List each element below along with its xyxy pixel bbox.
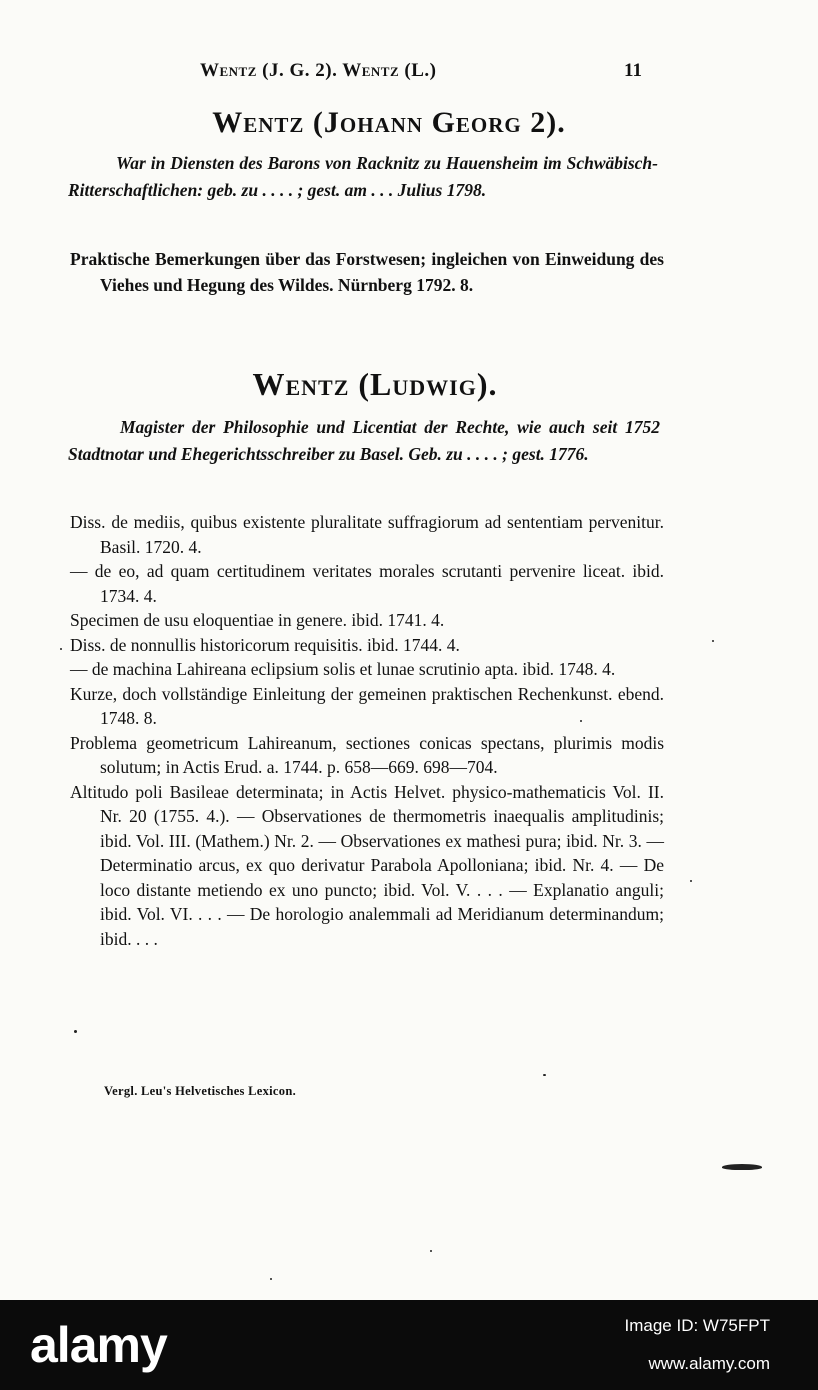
scan-speck — [430, 1250, 432, 1252]
work-item: Specimen de usu eloquentiae in genere. ibid. 1741. 4. — [70, 610, 445, 630]
work-item: Diss. de mediis, quibus existente pluralitate suffragiorum ad sententiam pervenitur. Basil. 1720. 4. — [70, 512, 664, 557]
running-head — [0, 60, 818, 86]
reference-note: Vergl. Leu's Helvetisches Lexicon. — [104, 1084, 297, 1098]
watermark-image-id: Image ID: W75FPT — [624, 1316, 770, 1335]
ink-smudge — [722, 1164, 762, 1170]
scan-speck — [270, 1278, 272, 1280]
scan-speck — [74, 1030, 77, 1033]
watermark-bar — [0, 1300, 818, 1390]
entry-title-ludwig: Wentz (Ludwig). — [252, 366, 498, 402]
works-list-johann-georg — [70, 246, 664, 298]
scan-speck — [712, 640, 714, 642]
work-item: — de machina Lahireana eclipsium solis et lunae scrutinio apta. ibid. 1748. 4. — [70, 659, 616, 679]
scan-speck — [690, 880, 692, 882]
work-item: — de eo, ad quam certitudinem veritates morales scrutanti pervenire liceat. ibid. 1734. 4. — [70, 561, 664, 606]
work-item: Praktische Bemerkungen über das Forstwesen; ingleichen von Einweidung des Viehes und Hegung des Wildes. Nürnberg 1792. 8. — [70, 249, 664, 295]
work-item: Problema geometricum Lahireanum, sectiones conicas spectans, plurimis modis solutum; in Actis Erud. a. 1744. p. 658—669. 698—704. — [70, 732, 664, 777]
entry-bio-johann-georg: War in Diensten des Barons von Racknitz zu Hauensheim im Schwäbisch-Ritterschaftlichen: geb. zu . . . . ; gest. am . . . Julius 1798. — [68, 153, 658, 200]
work-item: Kurze, doch vollständige Einleitung der gemeinen praktischen Rechenkunst. ebend. 1748. 8. — [70, 683, 664, 728]
scan-speck — [580, 720, 582, 722]
scan-speck — [543, 1074, 546, 1076]
work-item: Diss. de nonnullis historicorum requisitis. ibid. 1744. 4. — [70, 634, 460, 655]
entry-title-johann-georg: Wentz (Johann Georg 2). — [212, 106, 566, 139]
work-item: Altitudo poli Basileae determinata; in Actis Helvet. physico-mathematicis Vol. II. Nr. 20 (1755. 4.). — Observationes de thermometris inaequalis amplitudinis; ibid. Vol. III. (Mathem.) Nr. 2. — Observationes ex mathesi pura; ibid. Nr. 3. — Determinatio arcus, ex quo derivatur Parabola Apolloniana; ibid. Nr. 4. — De loco distante metiendo ex uno puncto; ibid. Vol. V. . . . — Explanatio anguli; ibid. Vol. VI. . . . — De horologio analemmali ad Meridianum determinandum; ibid. . . . — [70, 781, 664, 949]
running-head-text: Wentz (J. G. 2). Wentz (L.) — [200, 60, 437, 81]
works-list-ludwig — [70, 510, 664, 951]
scan-speck — [60, 648, 62, 650]
entry-bio-ludwig: Magister der Philosophie und Licentiat der Rechte, wie auch seit 1752 Stadtnotar und Ehegerichtsschreiber zu Basel. Geb. zu . . . . ; gest. 1776. — [68, 417, 660, 464]
page-number: 11 — [624, 60, 642, 81]
watermark-logo: alamy — [30, 1317, 167, 1373]
watermark-site: www.alamy.com — [648, 1354, 770, 1373]
